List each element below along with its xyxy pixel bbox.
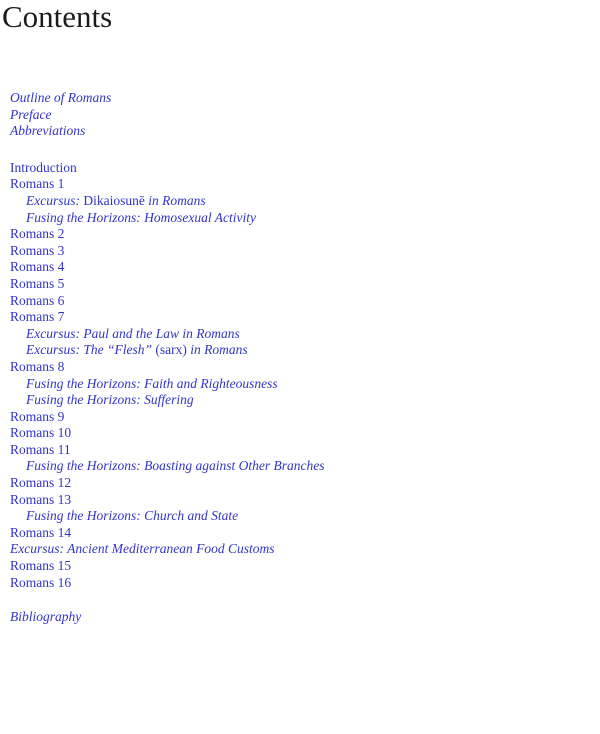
toc-entry[interactable] [10,107,590,124]
toc-spacer [10,591,590,609]
toc-entry[interactable] [10,525,590,542]
toc-entry[interactable] [10,293,590,310]
toc-entry[interactable] [10,425,590,442]
toc-entry-text: in Romans [190,342,248,358]
toc-entry[interactable] [10,359,590,376]
toc-entry[interactable] [10,492,590,509]
toc-entry[interactable] [10,342,590,359]
toc-entry-text: Romans 14 [10,524,72,540]
toc-entry-text: Preface [10,106,52,122]
toc-entry[interactable] [10,160,590,177]
toc-entry[interactable] [10,392,590,409]
toc-entry-text: in Romans [148,192,206,208]
toc-entry[interactable] [10,458,590,475]
toc-entry-text: Romans 10 [10,425,72,441]
toc-entry-text: Romans 3 [10,242,65,258]
toc-entry[interactable] [10,276,590,293]
toc-entry[interactable] [10,609,590,626]
toc-entry-text: Romans 16 [10,574,72,590]
toc-entry[interactable] [10,558,590,575]
toc-entry-text: Fusing the Horizons: Church and State [26,508,239,524]
toc-entry-text: Excursus: [26,192,84,208]
toc-entry-text: Abbreviations [10,123,86,139]
toc-entry[interactable] [10,376,590,393]
toc-entry-text: Fusing the Horizons: Homosexual Activity [26,209,256,225]
toc-entry[interactable] [10,123,590,140]
toc-entry[interactable] [10,193,590,210]
toc-entry[interactable] [10,259,590,276]
toc-entry-text: Romans 9 [10,408,65,424]
toc-entry-text: Fusing the Horizons: Faith and Righteousness [26,375,278,391]
toc-entry[interactable] [10,508,590,525]
toc-entry-text: Fusing the Horizons: Boasting against Other Branches [26,458,325,474]
page-title: Contents [2,0,113,34]
toc-entry-text: Bibliography [10,609,82,625]
toc-entry-text: Romans 2 [10,226,65,242]
toc-entry-text: Excursus: Ancient Mediterranean Food Customs [10,541,275,557]
toc-entry[interactable] [10,243,590,260]
toc-entry-text: Romans 4 [10,259,65,275]
toc-entry[interactable] [10,210,590,227]
toc-entry[interactable] [10,309,590,326]
toc-entry-text: Fusing the Horizons: Suffering [26,392,194,408]
toc-entry-text: Romans 7 [10,309,65,325]
toc-entry-text: Outline of Romans [10,90,112,105]
toc-entry-text: Romans 13 [10,491,72,507]
toc-entry-text: Romans 12 [10,475,72,491]
toc-entry[interactable] [10,90,590,107]
toc-spacer [10,140,590,160]
toc-entry-text: Romans 5 [10,275,65,291]
toc-entry[interactable] [10,176,590,193]
toc-entry-text: Introduction [10,159,77,175]
table-of-contents [10,90,590,626]
toc-entry-text: Dikaiosunē [83,192,149,208]
toc-entry[interactable] [10,326,590,343]
toc-entry-text: (sarx) [155,342,191,358]
toc-entry-text: Romans 15 [10,558,72,574]
toc-entry-text: Romans 6 [10,292,65,308]
toc-entry-text: Romans 8 [10,358,65,374]
toc-entry[interactable] [10,226,590,243]
toc-entry[interactable] [10,442,590,459]
toc-entry-text: Romans 11 [10,441,71,457]
toc-entry-text: Excursus: Paul and the Law in Romans [26,325,240,341]
toc-entry-text: Excursus: The “Flesh” [26,342,156,358]
toc-entry[interactable] [10,541,590,558]
toc-entry[interactable] [10,409,590,426]
toc-entry[interactable] [10,475,590,492]
toc-entry[interactable] [10,575,590,592]
toc-entry-text: Romans 1 [10,176,65,192]
